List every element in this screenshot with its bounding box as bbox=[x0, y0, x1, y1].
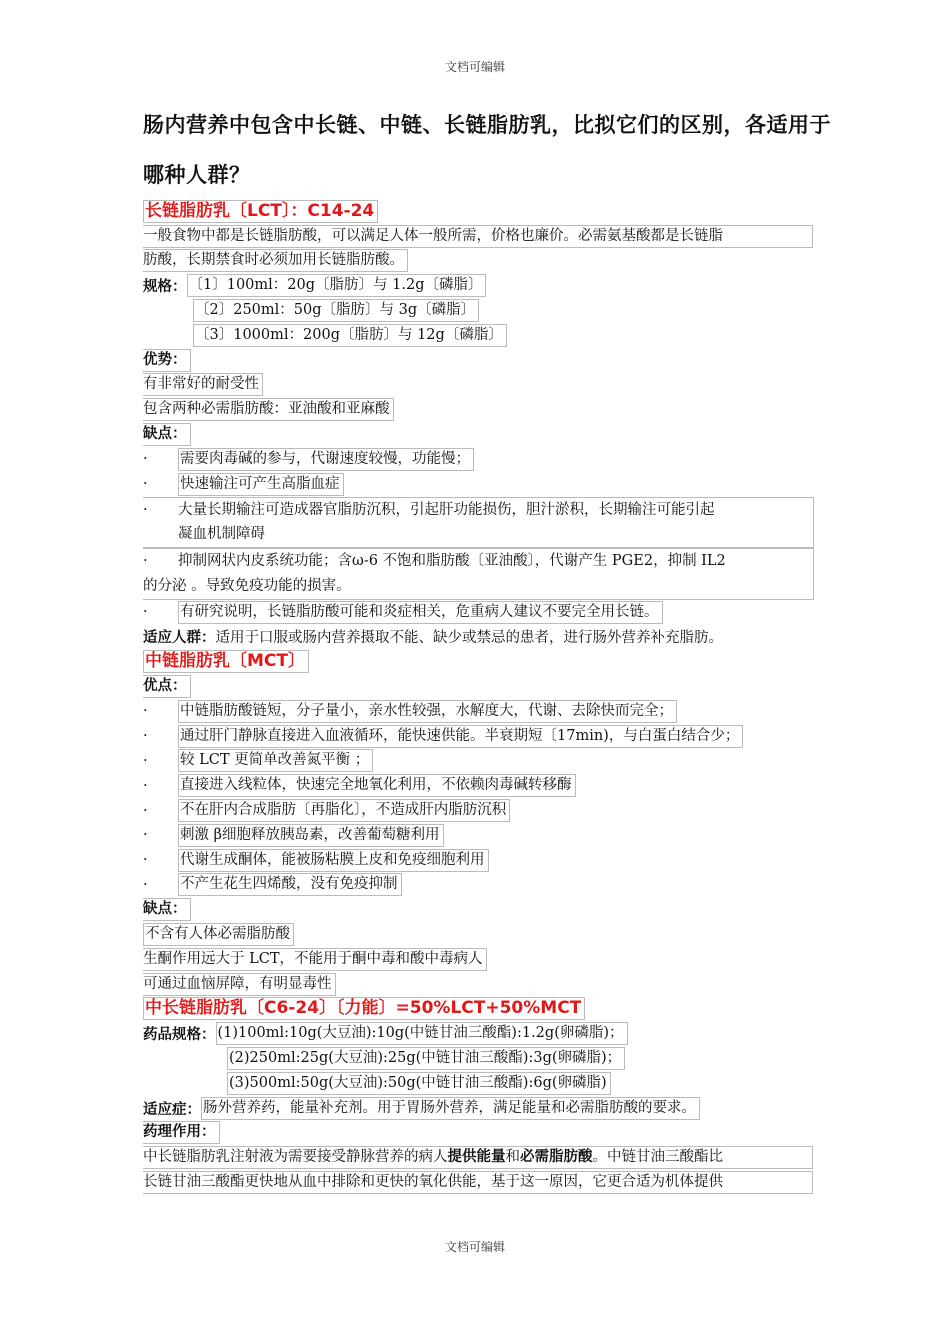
mct-advantage-item: 通过肝门静脉直接进入血液循环，能快速供能。半衰期短〔17min)，与白蛋白结合少； bbox=[178, 725, 743, 748]
mlct-pharmacology-label: 药理作用： bbox=[143, 1121, 220, 1144]
lct-fit-label: 适应人群： bbox=[143, 630, 216, 647]
bullet-dot: · bbox=[143, 752, 148, 769]
bullet-dot: · bbox=[143, 852, 148, 869]
mlct-pharmacology-line2: 长链甘油三酸酯更快地从血中排除和更快的氧化供能，基于这一原因，它更合适为机体提供 bbox=[143, 1171, 813, 1194]
bullet-dot: · bbox=[143, 802, 148, 819]
lct-spec-3: 〔3〕1000ml：200g〔脂肪〕与 12g〔磷脂〕 bbox=[193, 324, 507, 347]
mct-advantage-item: 刺激 β细胞释放胰岛素，改善葡萄糖利用 bbox=[178, 824, 444, 847]
mct-disadvantage-item: 不含有人体必需脂肪酸 bbox=[143, 923, 294, 946]
mlct-spec-label: 药品规格： bbox=[143, 1027, 216, 1044]
bullet-dot: · bbox=[143, 604, 148, 621]
mlct-indication-text: 肠外营养药，能量补充剂。用于胃肠外营养，满足能量和必需脂肪酸的要求。 bbox=[201, 1097, 700, 1120]
section-heading-mlct: 中长链脂肪乳〔C6-24〕〔力能〕=50%LCT+50%MCT bbox=[143, 997, 585, 1020]
page-footer: 文档可编辑 bbox=[444, 1240, 505, 1254]
lct-disadvantage-item: 快速输注可产生高脂血症 bbox=[178, 473, 344, 496]
page-header: 文档可编辑 bbox=[444, 60, 505, 74]
bullet-dot: · bbox=[143, 553, 148, 570]
mct-advantage-item: 较 LCT 更简单改善氮平衡 ； bbox=[178, 749, 373, 772]
document-body bbox=[143, 199, 813, 1195]
lct-advantage-label: 优势： bbox=[143, 349, 191, 372]
section-heading-lct: 长链脂肪乳〔LCT〕：C14-24 bbox=[143, 200, 378, 223]
mlct-indication-label: 适应症： bbox=[143, 1101, 201, 1118]
mct-disadvantage-item: 生酮作用远大于 LCT，不能用于酮中毒和酸中毒病人 bbox=[143, 948, 487, 971]
bullet-dot: · bbox=[143, 728, 148, 745]
bullet-dot: · bbox=[143, 777, 148, 794]
bullet-dot: · bbox=[143, 703, 148, 720]
section-heading-mct: 中链脂肪乳〔MCT〕 bbox=[143, 650, 309, 673]
lct-intro-line1: 一般食物中都是长链脂肪酸，可以满足人体一般所需，价格也廉价。必需氨基酸都是长链脂 bbox=[143, 225, 813, 248]
mlct-pharmacology-line1: 中长链脂肪乳注射液为需要接受静脉营养的病人提供能量和必需脂肪酸。中链甘油三酸酯比 bbox=[143, 1146, 813, 1169]
mlct-spec-1: (1)100ml:10g(大豆油):10g(中链甘油三酸酯):1.2g(卵磷脂)； bbox=[216, 1022, 628, 1045]
bullet-dot: · bbox=[143, 476, 148, 493]
bullet-dot: · bbox=[143, 451, 148, 468]
lct-spec-2: 〔2〕250ml：50g〔脂肪〕与 3g〔磷脂〕 bbox=[193, 299, 479, 322]
mct-advantage-item: 直接进入线粒体，快速完全地氧化利用，不依赖肉毒碱转移酶 bbox=[178, 774, 576, 797]
page-title: 肠内营养中包含中长链、中链、长链脂肪乳，比拟它们的区别，各适用于哪种人群？ bbox=[143, 113, 831, 187]
mlct-spec-2: (2)250ml:25g(大豆油):25g(中链甘油三酸酯):3g(卵磷脂)； bbox=[227, 1047, 625, 1070]
lct-advantage-item: 有非常好的耐受性 bbox=[143, 373, 263, 396]
lct-disadvantage-item: · 大量长期输注可造成器官脂肪沉积，引起肝功能损伤，胆汁淤积，长期输注可能引起 凝血机制障碍 bbox=[143, 497, 814, 549]
lct-fit-text: 适用于口服或肠内营养摄取不能、缺少或禁忌的患者，进行肠外营养补充脂肪。 bbox=[215, 630, 723, 647]
bullet-dot: · bbox=[143, 827, 148, 844]
lct-intro-line2: 肪酸，长期禁食时必须加用长链脂肪酸。 bbox=[143, 249, 408, 272]
lct-disadvantage-item: 需要肉毒碱的参与，代谢速度较慢，功能慢； bbox=[178, 448, 474, 471]
lct-advantage-item: 包含两种必需脂肪酸：亚油酸和亚麻酸 bbox=[143, 398, 394, 421]
lct-disadvantage-label: 缺点： bbox=[143, 423, 191, 446]
mct-disadvantage-item: 可通过血恼屏障，有明显毒性 bbox=[143, 973, 336, 996]
lct-spec-1: 〔1〕100ml：20g〔脂肪〕与 1.2g〔磷脂〕 bbox=[187, 274, 487, 297]
bullet-dot: · bbox=[143, 876, 148, 893]
bullet-dot: · bbox=[143, 501, 148, 518]
mlct-spec-3: (3)500ml:50g(大豆油):50g(中链甘油三酸酯):6g(卵磷脂) bbox=[227, 1072, 611, 1095]
lct-disadvantage-item: 有研究说明，长链脂肪酸可能和炎症相关，危重病人建议不要完全用长链。 bbox=[178, 601, 663, 624]
mct-advantage-item: 中链脂肪酸链短，分子量小，亲水性较强，水解度大，代谢、去除快而完全； bbox=[178, 700, 677, 723]
mct-advantage-label: 优点： bbox=[143, 675, 191, 698]
mct-advantage-item: 代谢生成酮体，能被肠粘膜上皮和免疫细胞利用 bbox=[178, 849, 489, 872]
lct-spec-label: 规格： bbox=[143, 279, 187, 296]
mct-advantage-item: 不在肝内合成脂肪〔再脂化〕，不造成肝内脂肪沉积 bbox=[178, 799, 510, 822]
lct-disadvantage-item: · 抑制网状内皮系统功能；含ω-6 不饱和脂肪酸〔亚油酸〕，代谢产生 PGE2，抑制 IL2 的分泌 。导致免疫功能的损害。 bbox=[143, 548, 814, 600]
mct-disadvantage-label: 缺点： bbox=[143, 898, 191, 921]
mct-advantage-item: 不产生花生四烯酸，没有免疫抑制 bbox=[178, 873, 402, 896]
